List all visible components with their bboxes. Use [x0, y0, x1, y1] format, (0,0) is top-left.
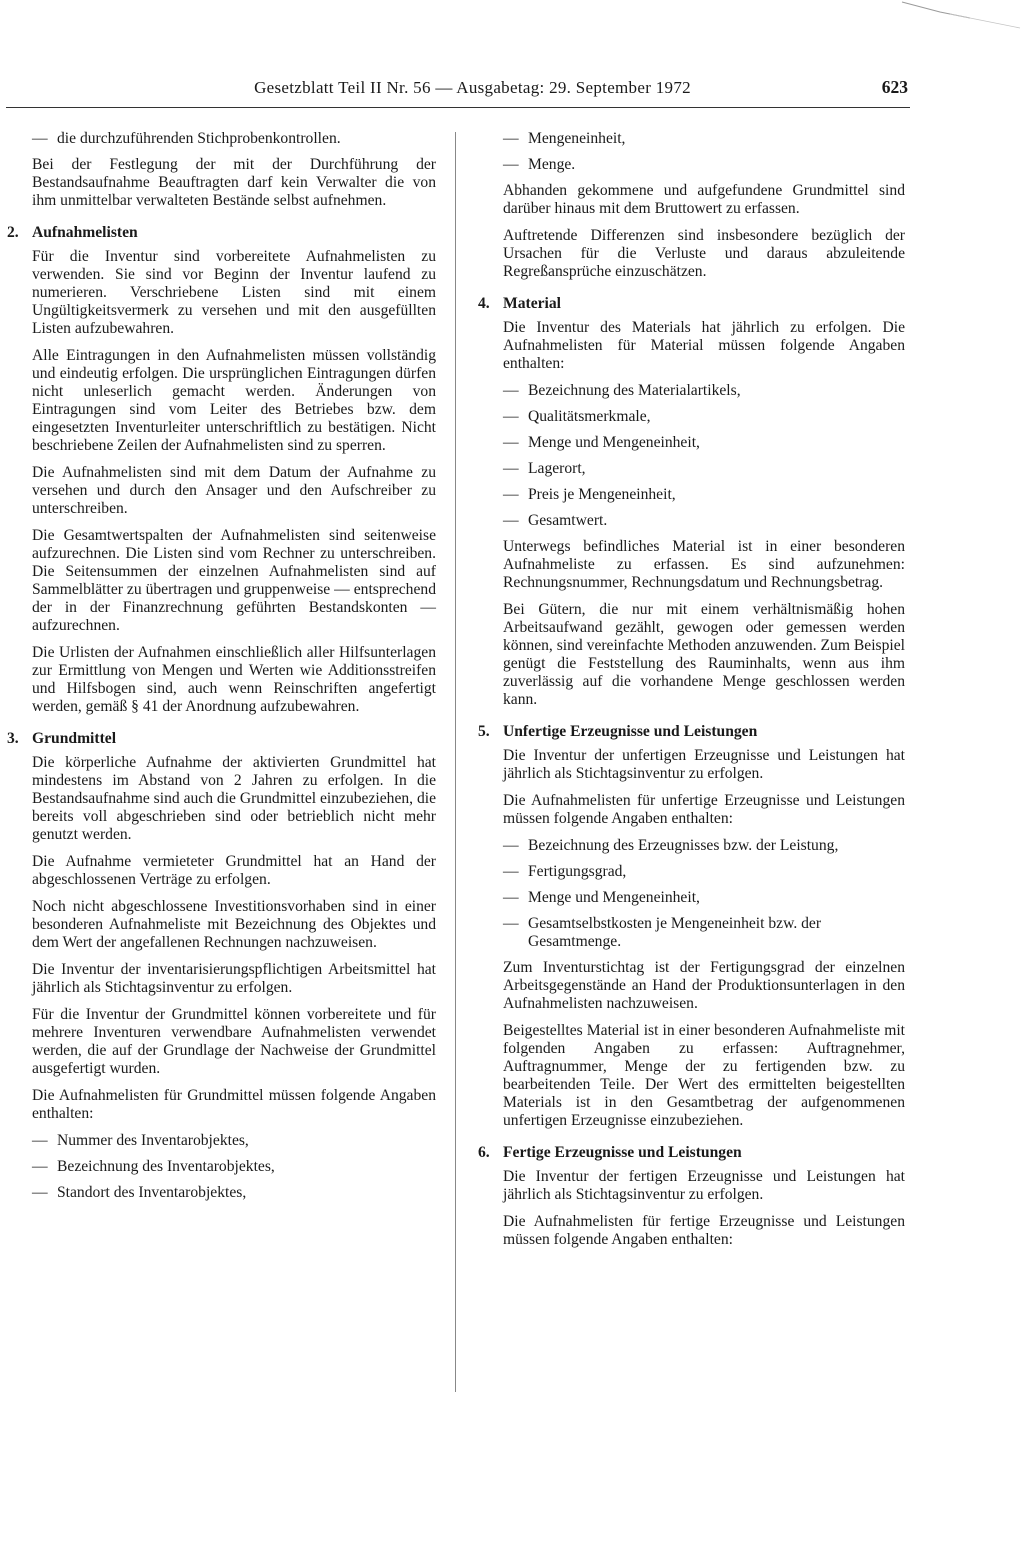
list-item — [503, 460, 905, 478]
section-heading — [478, 1144, 905, 1162]
section-number: 5. — [478, 723, 490, 740]
page-number: 623 — [881, 77, 908, 97]
dash-bullet: — — [503, 863, 519, 880]
list-item-text: Lagerort, — [528, 460, 586, 477]
paragraph: Unterwegs befindliches Material ist in einer besonderen Aufnahmeliste zu erfassen. Es sind aufzunehmen: Rechnungsnummer, Rechnungsdatum und Rechnungsbetrag. — [503, 538, 905, 591]
list-item-text: Gesamtwert. — [528, 512, 608, 529]
section-title: Fertige Erzeugnisse und Leistungen — [503, 1144, 742, 1161]
dash-bullet: — — [32, 130, 48, 147]
paragraph: Die Inventur der inventarisierungspflichtigen Arbeitsmittel hat jährlich als Stichtagsinventur zu erfolgen. — [32, 961, 436, 996]
section-title: Unfertige Erzeugnisse und Leistungen — [503, 723, 758, 740]
list-item — [503, 156, 905, 174]
dash-bullet: — — [32, 1158, 48, 1175]
list-item-text: Menge. — [528, 156, 576, 173]
section-number: 3. — [7, 730, 19, 747]
paragraph: Für die Inventur der Grundmittel können vorbereitete und für mehrere Inventuren verwendbare Aufnahmelisten verwendet werden, die auf der Grundlage der Nachweise der Grundmittel ausgefertigt wurden. — [32, 1006, 436, 1077]
section-heading — [7, 224, 436, 242]
dash-bullet: — — [503, 408, 519, 425]
section-heading — [478, 295, 905, 313]
list-item-text: Nummer des Inventarobjektes, — [57, 1132, 249, 1149]
dash-bullet: — — [32, 1184, 48, 1201]
dash-bullet: — — [503, 156, 519, 173]
dash-bullet: — — [503, 460, 519, 477]
paragraph: Die Aufnahmelisten für Grundmittel müssen folgende Angaben enthalten: — [32, 1087, 436, 1122]
list-item — [503, 915, 905, 951]
list-item-text: Bezeichnung des Erzeugnisses bzw. der Leistung, — [528, 837, 839, 854]
list-item — [503, 486, 905, 504]
paragraph: Zum Inventurstichtag ist der Fertigungsgrad der einzelnen Arbeitsgegenstände an Hand der Produktionsunterlagen in den Aufnahmelisten nachzuweisen. — [503, 959, 905, 1012]
section-number: 4. — [478, 295, 490, 312]
paragraph: Die Aufnahmelisten sind mit dem Datum der Aufnahme zu versehen und durch den Ansager und den Aufschreiber zu unterschreiben. — [32, 464, 436, 517]
dash-bullet: — — [503, 512, 519, 529]
list-item-text: die durchzuführenden Stichprobenkontrollen. — [57, 130, 341, 147]
header-rule — [6, 107, 910, 108]
paragraph: Die Inventur der fertigen Erzeugnisse und Leistungen hat jährlich als Stichtagsinventur zu erfolgen. — [503, 1168, 905, 1203]
scan-mark — [900, 0, 1024, 30]
dash-bullet: — — [503, 382, 519, 399]
list-item-text: Menge und Mengeneinheit, — [528, 434, 700, 451]
paragraph: Die Aufnahmelisten für fertige Erzeugnisse und Leistungen müssen folgende Angaben enthalten: — [503, 1213, 905, 1248]
list-item-text: Bezeichnung des Inventarobjektes, — [57, 1158, 275, 1175]
section-number: 6. — [478, 1144, 490, 1161]
list-item-text: Gesamtselbstkosten je Mengeneinheit bzw. der Gesamtmenge. — [528, 915, 822, 950]
column-divider — [455, 132, 456, 1392]
list-item-text: Qualitätsmerkmale, — [528, 408, 651, 425]
paragraph: Für die Inventur sind vorbereitete Aufnahmelisten zu verwenden. Sie sind vor Beginn der Inventur laufend zu numerieren. Verschriebene Listen sind mit einem Ungültigkeitsvermerk zu versehen und mit den ausgefüllten Listen aufzubewahren. — [32, 248, 436, 337]
list-item — [32, 1184, 436, 1202]
page-header-title: Gesetzblatt Teil II Nr. 56 — Ausgabetag: 29. September 1972 — [254, 78, 691, 97]
list-item — [503, 863, 905, 881]
list-item — [32, 1132, 436, 1150]
list-item-text: Preis je Mengeneinheit, — [528, 486, 676, 503]
section-title: Aufnahmelisten — [32, 224, 138, 241]
paragraph: Die Aufnahme vermieteter Grundmittel hat an Hand der abgeschlossenen Verträge zu erfolgen. — [32, 853, 436, 888]
list-item — [32, 130, 436, 148]
dash-bullet: — — [32, 1132, 48, 1149]
list-item-text: Bezeichnung des Materialartikels, — [528, 382, 741, 399]
dash-bullet: — — [503, 434, 519, 451]
paragraph: Die Gesamtwertspalten der Aufnahmelisten sind seitenweise aufzurechnen. Die Listen sind vom Rechner zu unterschreiben. Die Seitensummen der einzelnen Aufnahmelisten sind auf Sammelblätter zu übertragen und gruppenweise — entsprechend der in der Finanzrechnung geführten Bestandskonten — aufzurechnen. — [32, 527, 436, 634]
list-item — [503, 408, 905, 426]
paragraph: Die Aufnahmelisten für unfertige Erzeugnisse und Leistungen müssen folgende Angaben enthalten: — [503, 792, 905, 827]
section-title: Material — [503, 295, 562, 312]
paragraph: Bei der Festlegung der mit der Durchführung der Bestandsaufnahme Beauftragten darf kein Verwalter die von ihm unmittelbar verwalteten Bestände selbst aufnehmen. — [32, 156, 436, 209]
paragraph: Alle Eintragungen in den Aufnahmelisten müssen vollständig und eindeutig erfolgen. Die ursprünglichen Eintragungen dürfen nicht unleserlich gemacht werden. Änderungen von Eintragungen sind vom Leiter des Betriebes bzw. dem eingesetzten Inventurleiter unterschriftlich zu bestätigen. Nicht beschriebene Zeilen der Aufnahmelisten sind zu sperren. — [32, 347, 436, 454]
dash-bullet: — — [503, 130, 519, 147]
section-title: Grundmittel — [32, 730, 117, 747]
list-item-text: Fertigungsgrad, — [528, 863, 627, 880]
paragraph: Bei Gütern, die nur mit einem verhältnismäßig hohen Arbeitsaufwand gezählt, gewogen oder gemessen werden können, sind vereinfachte Methoden anzuwenden. Zum Beispiel genügt die Feststellung des Rauminhalts, wenn aus ihm zuverlässig auf die vorhandene Menge geschlossen werden kann. — [503, 601, 905, 708]
list-item — [503, 434, 905, 452]
right-column — [478, 130, 905, 1258]
list-item-text: Standort des Inventarobjektes, — [57, 1184, 247, 1201]
page-header — [0, 74, 1024, 104]
list-item — [503, 382, 905, 400]
paragraph: Die Urlisten der Aufnahmen einschließlich aller Hilfsunterlagen zur Ermittlung von Mengen und Werten wie Additionsstreifen und Hilfsbogen sind, auch wenn Reinschriften angefertigt werden, gemäß § 41 der Anordnung aufzubewahren. — [32, 644, 436, 715]
list-item — [503, 889, 905, 907]
list-item-text: Mengeneinheit, — [528, 130, 626, 147]
paragraph: Auftretende Differenzen sind insbesondere bezüglich der Ursachen für die Verluste und daraus abzuleitende Regreßansprüche einzuschätzen. — [503, 227, 905, 280]
list-item — [503, 130, 905, 148]
paragraph: Die Inventur der unfertigen Erzeugnisse und Leistungen hat jährlich als Stichtagsinventur zu erfolgen. — [503, 747, 905, 782]
paragraph: Abhanden gekommene und aufgefundene Grundmittel sind darüber hinaus mit dem Bruttowert zu erfassen. — [503, 182, 905, 217]
dash-bullet: — — [503, 837, 519, 854]
list-item — [32, 1158, 436, 1176]
section-heading — [7, 730, 436, 748]
paragraph: Die Inventur des Materials hat jährlich zu erfolgen. Die Aufnahmelisten für Material müssen folgende Angaben enthalten: — [503, 319, 905, 372]
list-item — [503, 837, 905, 855]
paragraph: Beigestelltes Material ist in einer besonderen Aufnahmeliste mit folgenden Angaben zu erfassen: Auftragnehmer, Auftragnummer, Menge der zu fertigenden bzw. zu bearbeitenden Teile. Der Wert des ermittelten beigestellten Materials ist in den Gesamtbetrag der aufgenommenen unfertigen Erzeugnisse einzubeziehen. — [503, 1022, 905, 1129]
section-heading — [478, 723, 905, 741]
list-item-text: Menge und Mengeneinheit, — [528, 889, 700, 906]
paragraph: Die körperliche Aufnahme der aktivierten Grundmittel hat mindestens im Abstand von 2 Jahren zu erfolgen. In die Bestandsaufnahme sind auch die Grundmittel einzubeziehen, die bereits voll abgeschrieben sind oder betrieblich nicht mehr genutzt werden. — [32, 754, 437, 843]
left-column — [7, 130, 437, 1210]
list-item — [503, 512, 905, 530]
paragraph: Noch nicht abgeschlossene Investitionsvorhaben sind in einer besonderen Aufnahmeliste mit Bezeichnung des Objektes und dem Wert der angefallenen Rechnungen nachzuweisen. — [32, 898, 436, 951]
dash-bullet: — — [503, 486, 519, 503]
dash-bullet: — — [503, 915, 519, 932]
section-number: 2. — [7, 224, 19, 241]
dash-bullet: — — [503, 889, 519, 906]
